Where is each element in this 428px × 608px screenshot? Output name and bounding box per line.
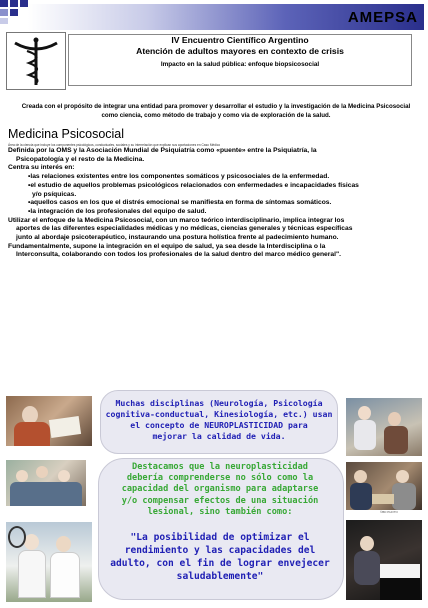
- page-title: AMEPSA: [347, 9, 418, 26]
- quote-line: adulto, con el fin de lograr envejecer: [110, 558, 330, 569]
- definition-line: y/o compensar efectos de una situación: [121, 495, 319, 506]
- photo-seniors-playing-chess: [346, 462, 422, 510]
- photo-caption: ©BD PHOTO: [380, 510, 398, 514]
- list-item: •la integración de los profesionales del equipo de salud.: [28, 207, 207, 215]
- quote-text: [100, 531, 340, 583]
- callout-line: cognitiva-conductual, Kinesiología, etc.) usan: [105, 409, 333, 419]
- definition-text: [100, 462, 340, 518]
- callout-line: mejorar la calidad de vida.: [152, 431, 286, 441]
- body-text: [8, 147, 420, 260]
- paragraph: Definida por la OMS y la Asociación Mundial de Psiquiatría como «puente» entre la Psiquiatría, la: [8, 147, 317, 154]
- list-item: •aquellos casos en los que el distrés emocional se manifiesta en forma de síntomas somáticos.: [28, 199, 332, 207]
- photo-senior-playing-piano: [346, 520, 422, 600]
- list-item: •las relaciones existentes entre los componentes somáticos y psicosociales de la enfermedad.: [28, 173, 330, 181]
- paragraph: Utilizar el enfoque de la Medicina Psicosocial, con un marco teórico interdisciplinario, implica integrar los: [8, 216, 345, 224]
- paragraph: Psicopatología y el resto de la Medicina.: [16, 155, 145, 163]
- photo-elderly-exercising: [346, 398, 422, 456]
- paragraph: junto al abordaje psicoterapéutico, instaurando una postura holística frente al padecimiento humano.: [16, 234, 339, 242]
- header-decoration: [0, 0, 30, 24]
- photo-elderly-woman-reading: [6, 396, 92, 446]
- paragraph: Centra su interés en:: [8, 164, 75, 172]
- paragraph: aportes de las diferentes especialidades médicas y no médicas, ciencias generales y técnicas específicas: [16, 225, 353, 233]
- paragraph: Interconsulta, colaborando con todos los profesionales de la salud dentro del marco médico general".: [16, 251, 341, 259]
- definition-line: lesional, sino también como:: [147, 506, 293, 517]
- quote-line: "La posibilidad de optimizar el: [130, 532, 310, 543]
- callout-text: [104, 398, 334, 442]
- event-info-box: [68, 34, 412, 86]
- definition-line: debería comprenderse no sólo como la: [126, 473, 314, 484]
- callout-line: Muchas disciplinas (Neurología, Psicología: [115, 398, 323, 408]
- event-subtheme: Impacto en la salud pública: enfoque biopsicosocial: [160, 61, 320, 68]
- paragraph: Fundamentalmente, supone la integración en el equipo de salud, ya sea desde la Interdisciplina o la: [8, 242, 326, 250]
- section-title: Medicina Psicosocial: [8, 127, 125, 141]
- photo-couple-tennis: [6, 522, 92, 602]
- intro-text: Creada con el propósito de integrar una entidad para promover y desarrollar el estudio y la investigación de la Medicina Psicosocial como ciencia, como método de trabajo y como vía de exploración de la salud.: [21, 103, 411, 119]
- event-name: IV Encuentro Científico Argentino: [171, 35, 309, 45]
- list-item: •el estudio de aquellos problemas psicológicos relacionados con enfermedades e incapacidades físicas: [28, 181, 359, 189]
- callout-line: el concepto de NEUROPLASTICIDAD para: [130, 420, 308, 430]
- quote-line: saludablemente": [176, 571, 264, 582]
- list-item: y/o psíquicas.: [32, 190, 77, 198]
- definition-line: capacidad del organismo para adaptarse: [121, 484, 319, 495]
- photo-group-of-seniors: [6, 460, 86, 506]
- caduceus-logo-icon: [6, 32, 66, 90]
- definition-line: Destacamos que la neuroplasticidad: [132, 462, 308, 472]
- event-theme: Atención de adultos mayores en contexto de crisis: [136, 46, 344, 56]
- section-subtitle: Área de la ciencia que incluye los componentes psicológicos, conductuales, sociales y su interrelación que explican sus aportaciones en Caso Médico: [8, 143, 221, 147]
- quote-line: rendimiento y las capacidades del: [124, 545, 316, 556]
